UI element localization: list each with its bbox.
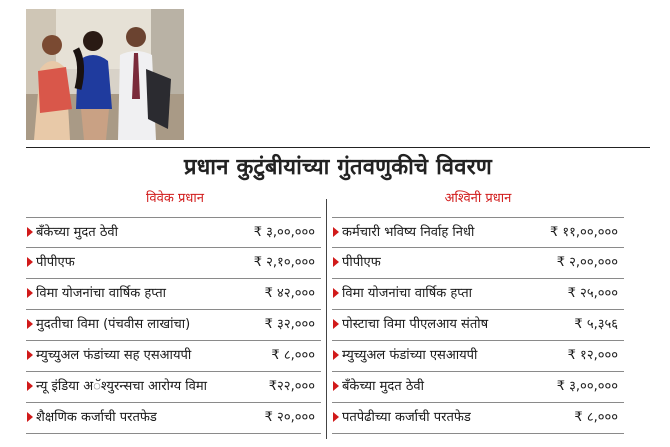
investment-label: कर्मचारी भविष्य निर्वाह निधी (342, 225, 475, 240)
bullet-icon (27, 381, 33, 391)
investment-label: पतपेढीच्या कर्जाची परतफेड (342, 410, 471, 425)
investment-label: मुदतीचा विमा (पंचवीस लाखांचा) (36, 317, 191, 332)
investment-amount: ₹ २,००,००० (556, 255, 618, 270)
bullet-icon (27, 288, 33, 298)
list-item (332, 341, 624, 372)
investment-label: शैक्षणिक कर्जाची परतफेड (36, 410, 157, 425)
bullet-icon (333, 381, 339, 391)
bullet-icon (27, 227, 33, 237)
investment-amount: ₹ ८,००० (574, 410, 618, 425)
column-heading-ashwini: अश्विनी प्रधान (444, 191, 512, 206)
investment-label: बँकेच्या मुदत ठेवी (342, 379, 424, 394)
bullet-icon (27, 319, 33, 329)
list-item (332, 372, 624, 403)
list-item (26, 248, 321, 279)
investment-amount: ₹२२,००० (268, 379, 315, 394)
page-title: प्रधान कुटुंबीयांच्या गुंतवणुकीचे विवरण (184, 155, 492, 180)
bullet-icon (333, 412, 339, 422)
list-item (332, 248, 624, 279)
investment-amount: ₹ ३,००,००० (253, 225, 315, 240)
list-item (332, 403, 624, 434)
list-item (26, 341, 321, 372)
investment-label: पीपीएफ (342, 255, 381, 270)
list-item (332, 310, 624, 341)
list-item (26, 217, 321, 248)
column-divider (326, 199, 327, 439)
investment-label: न्यू इंडिया अॅश्युरन्सचा आरोग्य विमा (36, 379, 208, 394)
bullet-icon (333, 257, 339, 267)
investment-amount: ₹ २५,००० (567, 286, 618, 301)
column-heading-vivek: विवेक प्रधान (146, 191, 204, 206)
investment-amount: ₹ २०,००० (264, 410, 315, 425)
investment-amount: ₹ १२,००० (567, 348, 618, 363)
investment-amount: ₹ ५,३५६ (574, 317, 618, 332)
investment-amount: ₹ ११,००,००० (550, 225, 618, 240)
bullet-icon (333, 227, 339, 237)
investment-amount: ₹ २,१०,००० (253, 255, 315, 270)
investment-label: पोस्टाचा विमा पीएलआय संतोष (342, 317, 489, 332)
investment-label: पीपीएफ (36, 255, 75, 270)
list-item (26, 310, 321, 341)
investment-label: म्युच्युअल फंडांच्या एसआयपी (342, 348, 478, 363)
bullet-icon (333, 288, 339, 298)
investment-label: विमा योजनांचा वार्षिक हप्ता (36, 286, 167, 301)
bullet-icon (333, 319, 339, 329)
investment-amount: ₹ ३२,००० (264, 317, 315, 332)
bullet-icon (333, 350, 339, 360)
investment-label: विमा योजनांचा वार्षिक हप्ता (342, 286, 473, 301)
bullet-icon (27, 412, 33, 422)
investment-amount: ₹ ३,००,००० (556, 379, 618, 394)
ashwini-investment-list (332, 217, 624, 434)
list-item (26, 279, 321, 310)
bullet-icon (27, 257, 33, 267)
family-photo (26, 9, 184, 140)
list-item (26, 372, 321, 403)
investment-amount: ₹ ४२,००० (264, 286, 315, 301)
top-rule (26, 147, 650, 148)
list-item (332, 279, 624, 310)
list-item (332, 217, 624, 248)
investment-label: म्युच्युअल फंडांच्या सह एसआयपी (36, 348, 192, 363)
list-item (26, 403, 321, 434)
bullet-icon (27, 350, 33, 360)
vivek-investment-list (26, 217, 321, 434)
investment-amount: ₹ ८,००० (271, 348, 315, 363)
investment-label: बँकेच्या मुदत ठेवी (36, 225, 118, 240)
